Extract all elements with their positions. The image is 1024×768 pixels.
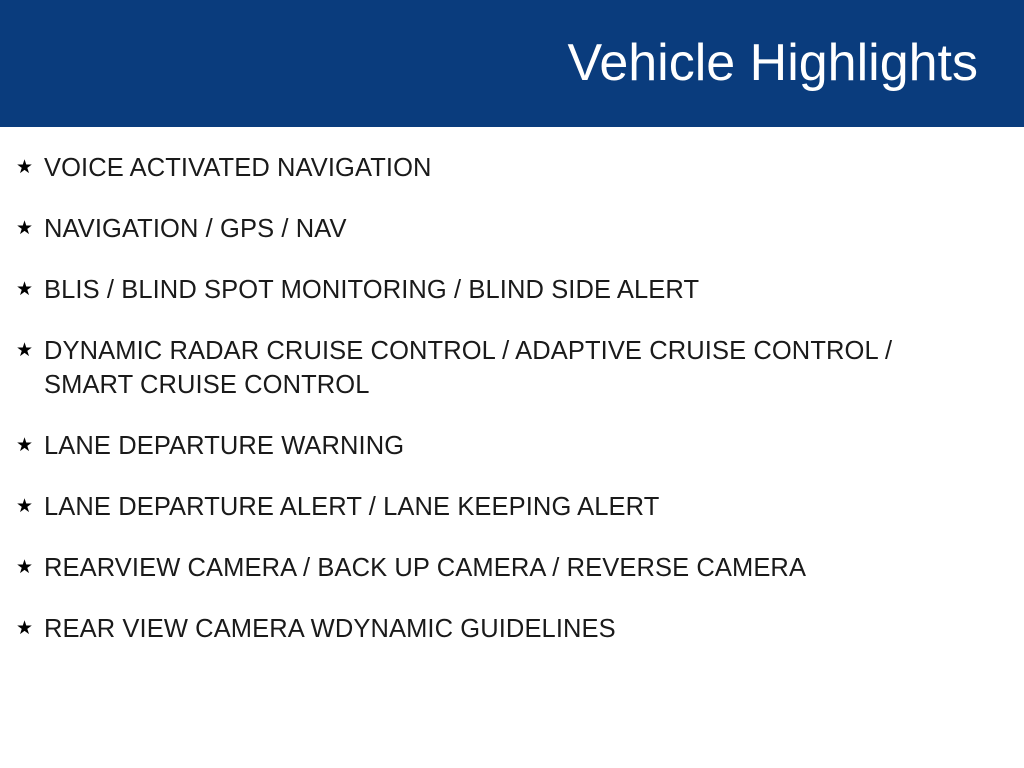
- list-item-label: DYNAMIC RADAR CRUISE CONTROL / ADAPTIVE CRUISE CONTROL / SMART CRUISE CONTROL: [44, 337, 893, 399]
- list-item-label: LANE DEPARTURE ALERT / LANE KEEPING ALERT: [44, 493, 660, 521]
- list-item: [14, 551, 1004, 585]
- list-item-label: LANE DEPARTURE WARNING: [44, 432, 405, 460]
- list-item: [14, 612, 1004, 646]
- list-item: [14, 334, 1004, 402]
- star-bullet-icon: ★: [16, 618, 34, 639]
- page-title: Vehicle Highlights: [567, 33, 978, 92]
- star-bullet-icon: ★: [16, 496, 34, 517]
- list-item: [14, 490, 1004, 524]
- star-bullet-icon: ★: [16, 218, 34, 239]
- list-item: [14, 151, 1004, 185]
- list-item: [14, 273, 1004, 307]
- list-item-label: REARVIEW CAMERA / BACK UP CAMERA / REVERSE CAMERA: [44, 554, 807, 582]
- star-bullet-icon: ★: [16, 435, 34, 456]
- star-bullet-icon: ★: [16, 557, 34, 578]
- list-item-label: BLIS / BLIND SPOT MONITORING / BLIND SIDE ALERT: [44, 276, 700, 304]
- list-item-label: VOICE ACTIVATED NAVIGATION: [44, 154, 432, 182]
- star-bullet-icon: ★: [16, 157, 34, 178]
- list-item: [14, 212, 1004, 246]
- slide-body: [0, 127, 1024, 768]
- list-item: [14, 429, 1004, 463]
- slide-header: [0, 0, 1024, 127]
- highlights-list: [14, 151, 1004, 646]
- star-bullet-icon: ★: [16, 340, 34, 361]
- list-item-label: NAVIGATION / GPS / NAV: [44, 215, 347, 243]
- star-bullet-icon: ★: [16, 279, 34, 300]
- list-item-label: REAR VIEW CAMERA WDYNAMIC GUIDELINES: [44, 615, 616, 643]
